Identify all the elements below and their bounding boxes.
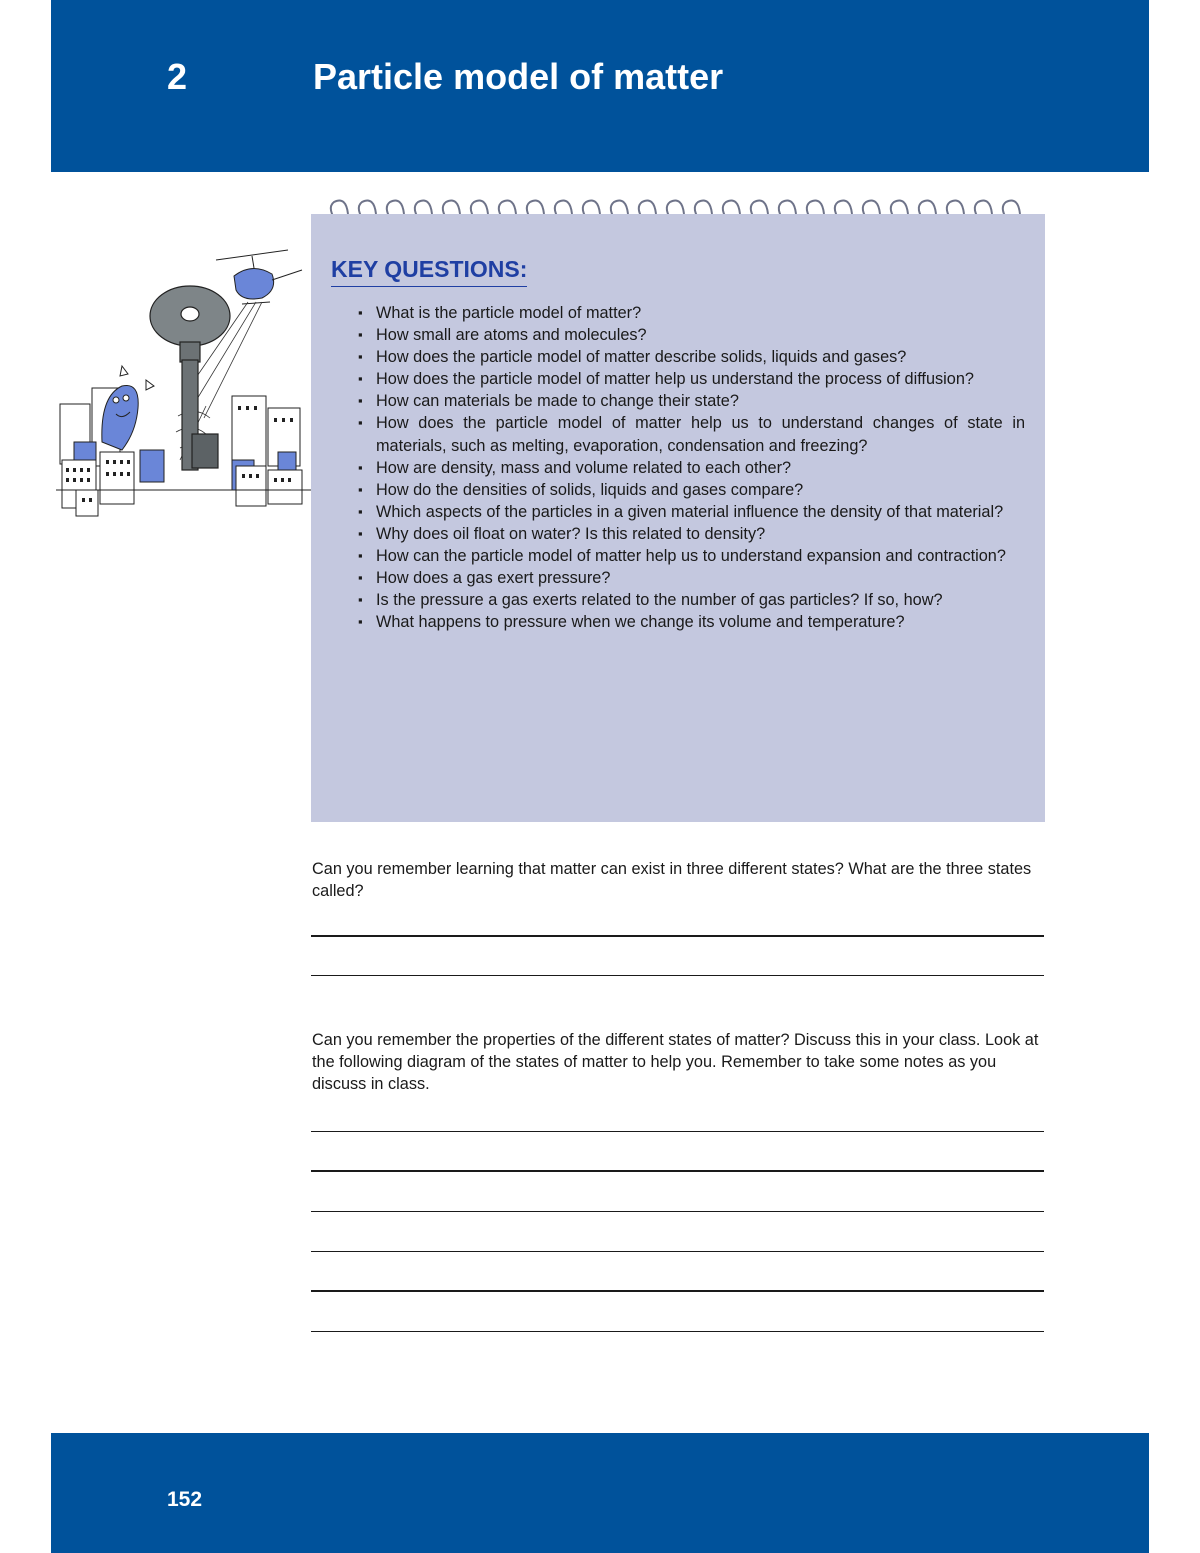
page-number: 152 xyxy=(167,1488,203,1511)
key-questions-title: KEY QUESTIONS: xyxy=(331,256,527,287)
answer-line[interactable] xyxy=(311,1131,1044,1132)
key-question-item: ▪ Is the pressure a gas exerts related to the number of gas particles? If so, how? xyxy=(355,589,1025,611)
key-question-item: ▪ How does the particle model of matter help us understand the process of diffusion? xyxy=(355,368,1025,390)
key-question-item: ▪ What is the particle model of matter? xyxy=(355,302,1025,324)
chapter-title: Particle model of matter xyxy=(313,56,724,97)
question-properties-of-states: Can you remember the properties of the different states of matter? Discuss this in your class. Look at the following diagram of the states of matter to help you. Remember to take some notes as you discuss in class. xyxy=(312,1031,1039,1093)
key-question-item: ▪ How does the particle model of matter help us to understand changes of state in materials, such as melting, evaporation, condensation and freezing? xyxy=(355,412,1025,456)
key-question-item: ▪ How does a gas exert pressure? xyxy=(355,567,1025,589)
key-question-item: ▪ How can the particle model of matter help us to understand expansion and contraction? xyxy=(355,545,1025,567)
giant-key-city-helicopter-illustration xyxy=(56,246,312,518)
chapter-number: 2 xyxy=(167,56,188,97)
answer-line[interactable] xyxy=(311,1211,1044,1212)
key-question-item: ▪ How do the densities of solids, liquids and gases compare? xyxy=(355,479,1025,501)
key-questions-list xyxy=(355,302,1025,633)
answer-line[interactable] xyxy=(311,1170,1044,1172)
answer-line[interactable] xyxy=(311,1331,1044,1332)
answer-line[interactable] xyxy=(311,975,1044,976)
key-question-item: ▪ Which aspects of the particles in a given material influence the density of that material? xyxy=(355,501,1025,523)
page-footer-band xyxy=(51,1433,1149,1553)
key-question-item: ▪ How small are atoms and molecules? xyxy=(355,324,1025,346)
key-question-item: ▪ Why does oil float on water? Is this related to density? xyxy=(355,523,1025,545)
answer-line[interactable] xyxy=(311,1251,1044,1252)
key-question-item: ▪ How does the particle model of matter describe solids, liquids and gases? xyxy=(355,346,1025,368)
key-question-item: ▪ How are density, mass and volume related to each other? xyxy=(355,457,1025,479)
answer-line[interactable] xyxy=(311,1290,1044,1292)
question-three-states: Can you remember learning that matter can exist in three different states? What are the three states called? xyxy=(312,860,1032,900)
answer-line[interactable] xyxy=(311,935,1044,937)
key-question-item: ▪ How can materials be made to change their state? xyxy=(355,390,1025,412)
key-question-item: ▪ What happens to pressure when we change its volume and temperature? xyxy=(355,611,1025,633)
key-questions-notepad xyxy=(311,214,1045,822)
